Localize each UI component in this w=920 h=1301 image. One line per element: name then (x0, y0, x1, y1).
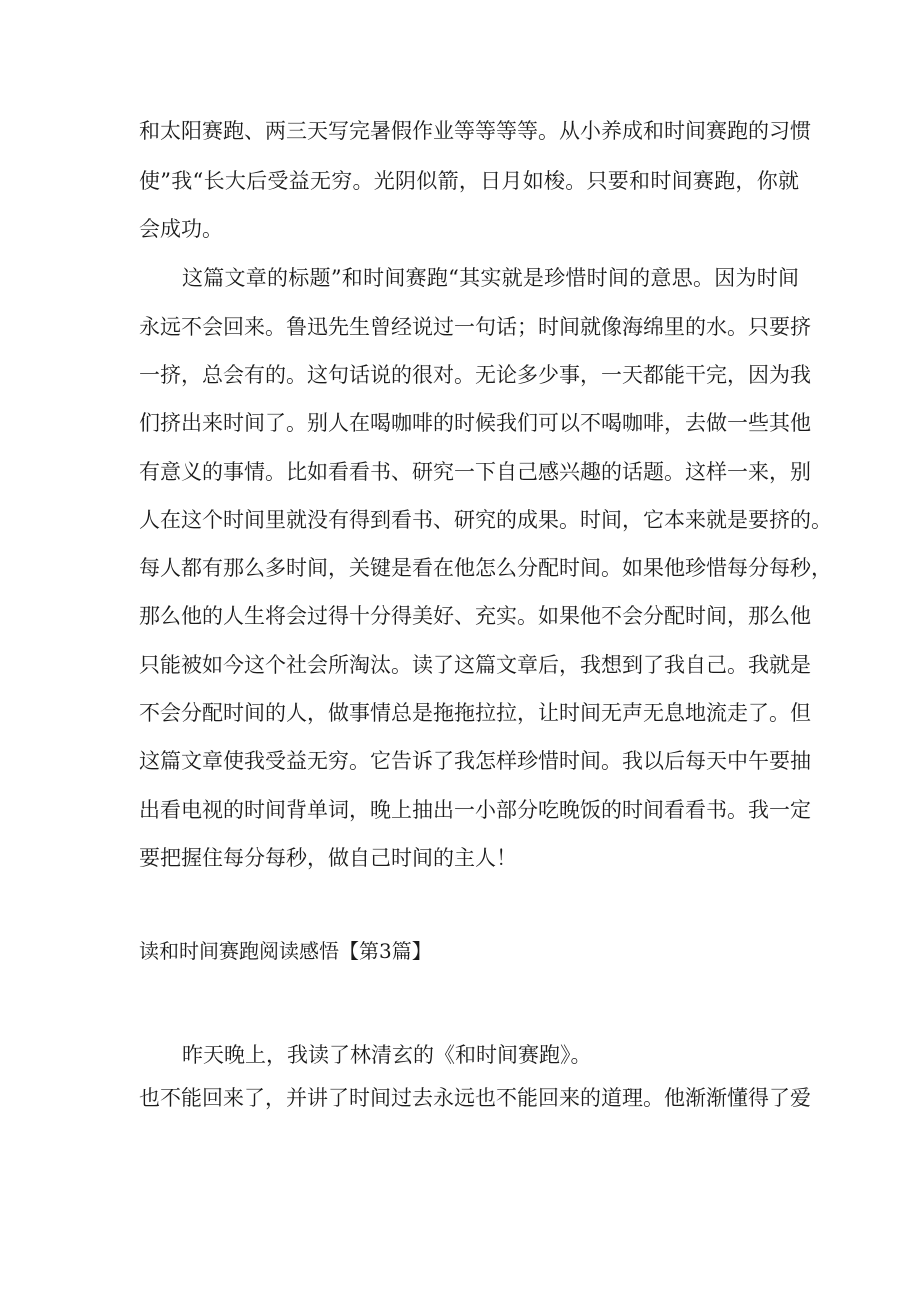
paragraph-1-line-3: 会成功。 (139, 217, 223, 241)
paragraph-2-line-4: 们挤出来时间了。别人在喝咖啡的时候我们可以不喝咖啡，去做一些其他 (139, 411, 811, 435)
paragraph-2-line-9: 只能被如今这个社会所淘汰。读了这篇文章后，我想到了我自己。我就是 (139, 653, 811, 677)
paragraph-1-line-1: 和太阳赛跑、两三天写完暑假作业等等等等。从小养成和时间赛跑的习惯 (139, 119, 811, 143)
paragraph-2-line-6: 人在这个时间里就没有得到看书、研究的成果。时间，它本来就是要挤的。 (139, 508, 832, 532)
paragraph-2-line-1: 这篇文章的标题”和时间赛跑“其实就是珍惜时间的意思。因为时间 (182, 266, 799, 290)
paragraph-2-line-13: 要把握住每分每秒，做自己时间的主人！ (139, 846, 517, 870)
paragraph-3-line-2: 也不能回来了，并讲了时间过去永远也不能回来的道理。他渐渐懂得了爱 (139, 1086, 811, 1110)
paragraph-2-line-11: 这篇文章使我受益无穷。它告诉了我怎样珍惜时间。我以后每天中午要抽 (139, 749, 811, 773)
paragraph-2-line-8: 那么他的人生将会过得十分得美好、充实。如果他不会分配时间，那么他 (139, 604, 811, 628)
paragraph-3-line-1: 昨天晚上，我读了林清玄的《和时间赛跑》。 (182, 1043, 592, 1067)
paragraph-2-line-10: 不会分配时间的人，做事情总是拖拖拉拉，让时间无声无息地流走了。但 (139, 701, 811, 725)
paragraph-2-line-3: 一挤，总会有的。这句话说的很对。无论多少事，一天都能干完，因为我 (139, 363, 811, 387)
paragraph-2-line-7: 每人都有那么多时间，关键是看在他怎么分配时间。如果他珍惜每分每秒， (139, 556, 832, 580)
paragraph-1-line-2: 使”我“长大后受益无穷。光阴似箭，日月如梭。只要和时间赛跑，你就 (139, 169, 799, 193)
paragraph-2-line-5: 有意义的事情。比如看看书、研究一下自己感兴趣的话题。这样一来，别 (139, 460, 811, 484)
paragraph-2-line-12: 出看电视的时间背单词，晚上抽出一小部分吃晚饭的时间看看书。我一定 (139, 798, 811, 822)
section-heading: 读和时间赛跑阅读感悟【第3篇】 (139, 939, 432, 963)
paragraph-2-line-2: 永远不会回来。鲁迅先生曾经说过一句话；时间就像海绵里的水。只要挤 (139, 315, 811, 339)
